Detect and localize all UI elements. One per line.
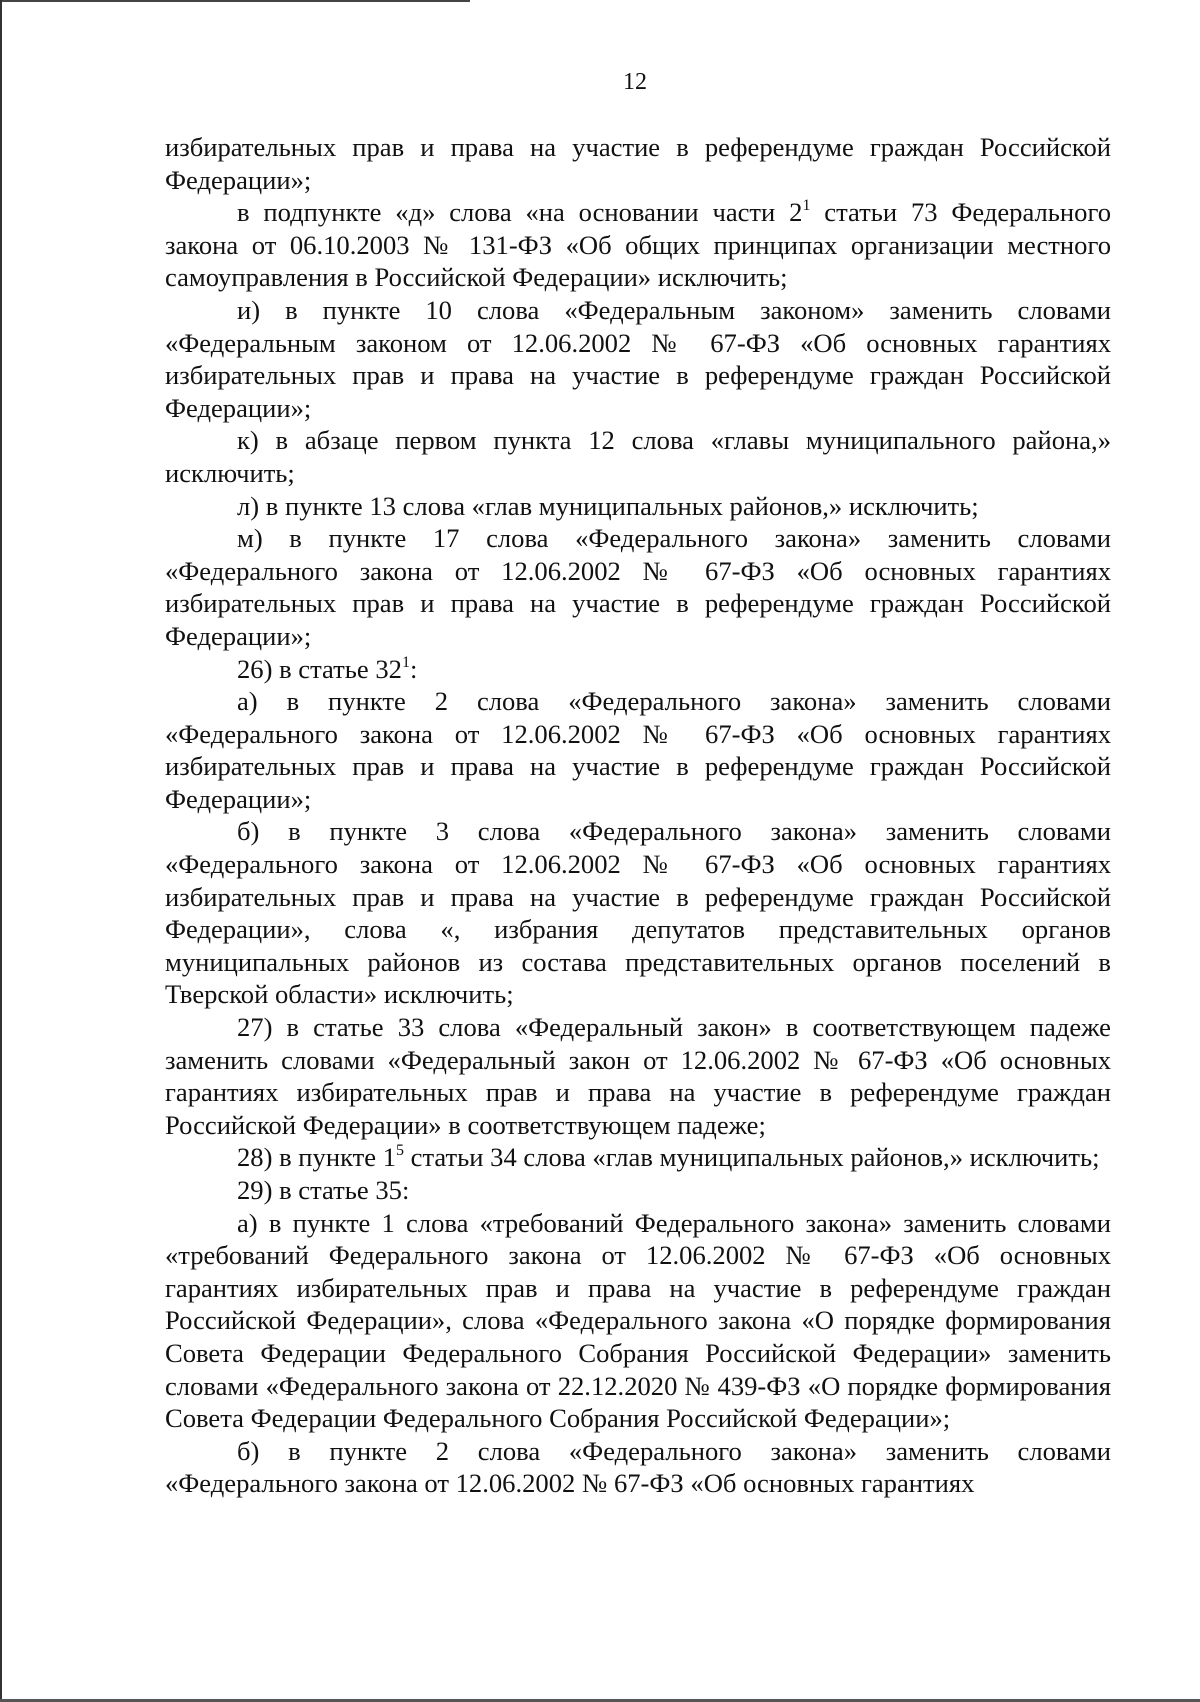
paragraph [165,196,1111,294]
superscript: 1 [401,653,410,671]
paragraph: к) в абзаце первом пункта 12 слова «главы муниципального района,» исключить; [165,425,1111,488]
paragraph: б) в пункте 3 слова «Федерального закона» заменить словами «Федерального закона от 12.06.2002 № 67-ФЗ «Об основных гарантиях избирательных прав и права на участие в референдуме граждан Российской Федерации», слова «, избрания депутатов представительных органов муниципальных районов из состава представительных органов поселений в Тверской области» исключить; [165,816,1111,1010]
scan-edge-top [0,0,470,2]
paragraph: 27) в статье 33 слова «Федеральный закон» в соответствующем падеже заменить словами «Федеральный закон от 12.06.2002 № 67-ФЗ «Об основных гарантиях избирательных прав и права на участие в референдуме граждан Российской Федерации» в соответствующем падеже; [165,1012,1111,1140]
paragraph: м) в пункте 17 слова «Федерального закона» заменить словами «Федерального закона от 12.06.2002 № 67-ФЗ «Об основных гарантиях избирательных прав и права на участие в референдуме граждан Российской Федерации»; [165,523,1111,651]
text-run: 26) в статье 32 [237,653,402,684]
superscript: 5 [396,1142,405,1160]
paragraph: избирательных прав и права на участие в референдуме граждан Российской Федерации»; [165,132,1111,195]
paragraph: а) в пункте 1 слова «требований Федерального закона» заменить словами «требований Федерального закона от 12.06.2002 № 67-ФЗ «Об основных гарантиях избирательных прав и права на участие в референдуме граждан Российской Федерации», слова «Федерального закона «О порядке формирования Совета Федерации Федерального Собрания Российской Федерации» заменить словами «Федерального закона от 22.12.2020 № 439-ФЗ «О порядке формирования Совета Федерации Федерального Собрания Российской Федерации»; [165,1207,1111,1434]
paragraph: б) в пункте 2 слова «Федерального закона» заменить словами «Федерального закона от 12.06.2002 № 67-ФЗ «Об основных гарантиях [165,1435,1111,1499]
page-number: 12 [623,69,647,95]
paragraph [165,1141,1111,1174]
paragraph: л) в пункте 13 слова «глав муниципальных районов,» исключить; [237,490,979,521]
scan-edge-left [0,0,2,1702]
paragraph [165,653,1111,686]
document-body [165,131,1111,1500]
text-run: в подпункте «д» слова «на основании части 2 [237,197,803,228]
text-run: : [409,653,418,684]
text-run: 28) в пункте 1 [237,1142,397,1173]
paragraph: а) в пункте 2 слова «Федерального закона» заменить словами «Федерального закона от 12.06.2002 № 67-ФЗ «Об основных гарантиях избирательных прав и права на участие в референдуме граждан Российской Федерации»; [165,686,1111,814]
paragraph: и) в пункте 10 слова «Федеральным законом» заменить словами «Федеральным законом от 12.06.2002 № 67-ФЗ «Об основных гарантиях избирательных прав и права на участие в референдуме граждан Российской Федерации»; [165,294,1111,423]
paragraph: 29) в статье 35: [237,1175,410,1205]
text-run: статьи 34 слова «глав муниципальных районов,» исключить; [404,1142,1100,1173]
text-run: статьи 73 Федерального закона от 06.10.2003 № 131-ФЗ «Об общих принципах организации местного самоуправления в Российской Федерации» исключить; [165,197,1111,293]
superscript: 1 [802,197,811,215]
